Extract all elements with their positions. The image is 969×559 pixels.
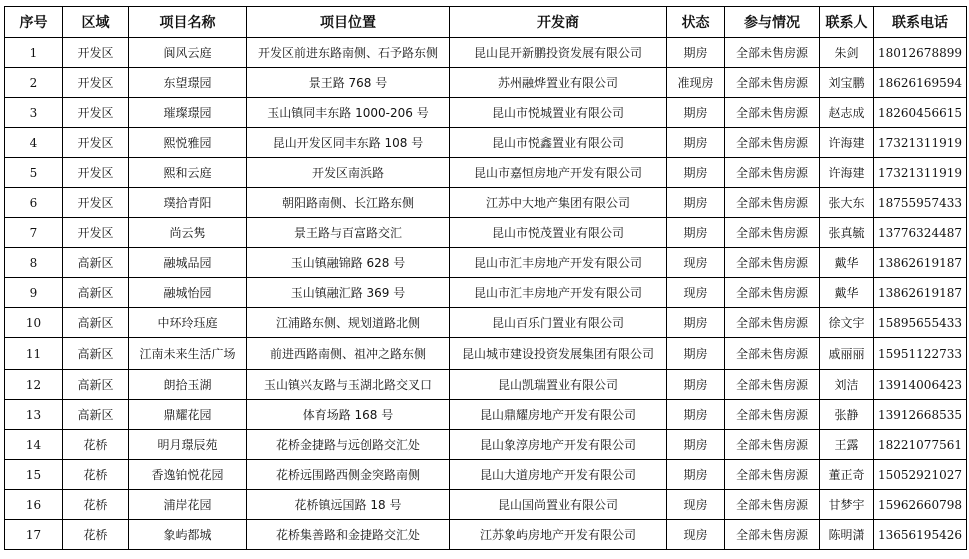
cell-participation: 全部未售房源 [725,308,820,338]
cell-status: 期房 [667,188,725,218]
cell-area: 开发区 [63,218,129,248]
header-developer: 开发商 [450,7,667,38]
cell-area: 高新区 [63,278,129,308]
cell-contact: 戚丽丽 [820,338,874,370]
cell-project-name: 明月璟辰苑 [129,430,247,460]
cell-participation: 全部未售房源 [725,278,820,308]
cell-location: 玉山镇融锦路 628 号 [247,248,450,278]
cell-status: 现房 [667,248,725,278]
cell-project-name: 阆风云庭 [129,38,247,68]
cell-participation: 全部未售房源 [725,158,820,188]
cell-no: 14 [5,430,63,460]
cell-developer: 昆山市悦鑫置业有限公司 [450,128,667,158]
cell-status: 期房 [667,338,725,370]
cell-developer: 昆山百乐门置业有限公司 [450,308,667,338]
cell-area: 开发区 [63,98,129,128]
cell-area: 高新区 [63,308,129,338]
header-contact: 联系人 [820,7,874,38]
cell-developer: 昆山国尚置业有限公司 [450,490,667,520]
cell-phone: 13912668535 [874,400,967,430]
cell-project-name: 江南未来生活广场 [129,338,247,370]
cell-phone: 15052921027 [874,460,967,490]
cell-status: 期房 [667,308,725,338]
cell-project-name: 浦岸花园 [129,490,247,520]
cell-location: 花桥远围路西侧金突路南侧 [247,460,450,490]
cell-area: 高新区 [63,248,129,278]
cell-project-name: 融城怡园 [129,278,247,308]
cell-no: 12 [5,370,63,400]
cell-project-name: 熙和云庭 [129,158,247,188]
cell-location: 花桥集善路和金捷路交汇处 [247,520,450,550]
table-body [5,38,967,550]
cell-location: 开发区南浜路 [247,158,450,188]
cell-participation: 全部未售房源 [725,128,820,158]
cell-developer: 昆山城市建设投资发展集团有限公司 [450,338,667,370]
table-row [5,430,967,460]
cell-status: 现房 [667,520,725,550]
cell-phone: 18260456615 [874,98,967,128]
cell-no: 11 [5,338,63,370]
cell-phone: 15962660798 [874,490,967,520]
cell-participation: 全部未售房源 [725,490,820,520]
cell-contact: 张大东 [820,188,874,218]
header-name: 项目名称 [129,7,247,38]
cell-status: 现房 [667,278,725,308]
cell-developer: 江苏中大地产集团有限公司 [450,188,667,218]
cell-contact: 董正奇 [820,460,874,490]
cell-location: 景王路 768 号 [247,68,450,98]
table-row [5,68,967,98]
cell-location: 玉山镇融汇路 369 号 [247,278,450,308]
cell-location: 昆山开发区同丰东路 108 号 [247,128,450,158]
cell-developer: 昆山大道房地产开发有限公司 [450,460,667,490]
cell-area: 开发区 [63,188,129,218]
cell-no: 8 [5,248,63,278]
cell-participation: 全部未售房源 [725,460,820,490]
project-table [4,6,967,550]
cell-phone: 13656195426 [874,520,967,550]
cell-participation: 全部未售房源 [725,218,820,248]
cell-project-name: 璀璨璟园 [129,98,247,128]
cell-phone: 15895655433 [874,308,967,338]
cell-phone: 18626169594 [874,68,967,98]
cell-participation: 全部未售房源 [725,68,820,98]
cell-no: 10 [5,308,63,338]
cell-developer: 昆山鼎耀房地产开发有限公司 [450,400,667,430]
cell-developer: 昆山市汇丰房地产开发有限公司 [450,248,667,278]
cell-phone: 13914006423 [874,370,967,400]
cell-developer: 昆山昆开新鹏投资发展有限公司 [450,38,667,68]
cell-no: 17 [5,520,63,550]
header-location: 项目位置 [247,7,450,38]
cell-contact: 戴华 [820,278,874,308]
cell-participation: 全部未售房源 [725,370,820,400]
cell-area: 开发区 [63,128,129,158]
cell-participation: 全部未售房源 [725,338,820,370]
cell-location: 前进西路南侧、祖冲之路东侧 [247,338,450,370]
cell-phone: 13776324487 [874,218,967,248]
cell-participation: 全部未售房源 [725,430,820,460]
cell-developer: 昆山象淳房地产开发有限公司 [450,430,667,460]
cell-no: 5 [5,158,63,188]
header-phone: 联系电话 [874,7,967,38]
cell-project-name: 璞拾青阳 [129,188,247,218]
table-row [5,400,967,430]
cell-participation: 全部未售房源 [725,248,820,278]
table-row [5,188,967,218]
cell-status: 期房 [667,400,725,430]
cell-phone: 18755957433 [874,188,967,218]
cell-area: 花桥 [63,490,129,520]
table-row [5,460,967,490]
cell-contact: 戴华 [820,248,874,278]
cell-area: 花桥 [63,430,129,460]
header-no: 序号 [5,7,63,38]
cell-location: 玉山镇同丰东路 1000-206 号 [247,98,450,128]
cell-developer: 昆山市悦城置业有限公司 [450,98,667,128]
cell-contact: 张静 [820,400,874,430]
cell-participation: 全部未售房源 [725,400,820,430]
cell-participation: 全部未售房源 [725,520,820,550]
cell-project-name: 融城品园 [129,248,247,278]
cell-phone: 15951122733 [874,338,967,370]
table-row [5,490,967,520]
cell-area: 开发区 [63,158,129,188]
cell-area: 开发区 [63,38,129,68]
cell-project-name: 鼎耀花园 [129,400,247,430]
cell-project-name: 象屿都城 [129,520,247,550]
header-row [5,7,967,38]
table-row [5,520,967,550]
cell-area: 花桥 [63,520,129,550]
cell-area: 高新区 [63,370,129,400]
cell-phone: 18221077561 [874,430,967,460]
cell-developer: 昆山市悦茂置业有限公司 [450,218,667,248]
cell-location: 开发区前进东路南侧、石予路东侧 [247,38,450,68]
cell-status: 期房 [667,430,725,460]
cell-project-name: 尚云隽 [129,218,247,248]
header-participation: 参与情况 [725,7,820,38]
cell-phone: 13862619187 [874,248,967,278]
cell-area: 花桥 [63,460,129,490]
cell-contact: 许海建 [820,128,874,158]
table-row [5,158,967,188]
table-row [5,38,967,68]
cell-contact: 许海建 [820,158,874,188]
cell-participation: 全部未售房源 [725,188,820,218]
cell-participation: 全部未售房源 [725,38,820,68]
cell-project-name: 朗拾玉湖 [129,370,247,400]
cell-contact: 赵志成 [820,98,874,128]
cell-developer: 昆山市嘉恒房地产开发有限公司 [450,158,667,188]
table-row [5,98,967,128]
cell-status: 准现房 [667,68,725,98]
table-row [5,278,967,308]
cell-location: 玉山镇兴友路与玉湖北路交叉口 [247,370,450,400]
cell-no: 3 [5,98,63,128]
cell-developer: 昆山市汇丰房地产开发有限公司 [450,278,667,308]
cell-contact: 刘洁 [820,370,874,400]
cell-contact: 王露 [820,430,874,460]
cell-no: 2 [5,68,63,98]
cell-contact: 朱剑 [820,38,874,68]
cell-status: 期房 [667,158,725,188]
cell-location: 江浦路东侧、规划道路北侧 [247,308,450,338]
cell-status: 期房 [667,128,725,158]
cell-developer: 江苏象屿房地产开发有限公司 [450,520,667,550]
cell-area: 高新区 [63,338,129,370]
cell-phone: 13862619187 [874,278,967,308]
cell-status: 期房 [667,370,725,400]
cell-developer: 昆山凯瑞置业有限公司 [450,370,667,400]
cell-project-name: 熙悦雅园 [129,128,247,158]
header-status: 状态 [667,7,725,38]
table-row [5,338,967,370]
cell-project-name: 东望璟园 [129,68,247,98]
cell-project-name: 中环玲珏庭 [129,308,247,338]
cell-phone: 17321311919 [874,158,967,188]
table-row [5,370,967,400]
cell-no: 15 [5,460,63,490]
table-row [5,128,967,158]
cell-status: 期房 [667,460,725,490]
cell-developer: 苏州融烨置业有限公司 [450,68,667,98]
cell-no: 6 [5,188,63,218]
table-row [5,308,967,338]
cell-no: 7 [5,218,63,248]
cell-status: 期房 [667,98,725,128]
table-row [5,248,967,278]
cell-contact: 刘宝鹏 [820,68,874,98]
cell-status: 期房 [667,218,725,248]
cell-area: 开发区 [63,68,129,98]
cell-location: 朝阳路南侧、长江路东侧 [247,188,450,218]
cell-location: 体育场路 168 号 [247,400,450,430]
cell-no: 16 [5,490,63,520]
cell-contact: 张真毓 [820,218,874,248]
cell-contact: 徐文宇 [820,308,874,338]
cell-no: 9 [5,278,63,308]
cell-area: 高新区 [63,400,129,430]
cell-participation: 全部未售房源 [725,98,820,128]
cell-location: 花桥镇远国路 18 号 [247,490,450,520]
cell-phone: 17321311919 [874,128,967,158]
cell-no: 1 [5,38,63,68]
cell-status: 期房 [667,38,725,68]
cell-status: 现房 [667,490,725,520]
table-row [5,218,967,248]
cell-no: 13 [5,400,63,430]
cell-contact: 陈明潇 [820,520,874,550]
cell-contact: 甘梦宇 [820,490,874,520]
cell-project-name: 香逸铂悦花园 [129,460,247,490]
cell-phone: 18012678899 [874,38,967,68]
header-area: 区域 [63,7,129,38]
cell-no: 4 [5,128,63,158]
cell-location: 花桥金捷路与远创路交汇处 [247,430,450,460]
cell-location: 景王路与百富路交汇 [247,218,450,248]
